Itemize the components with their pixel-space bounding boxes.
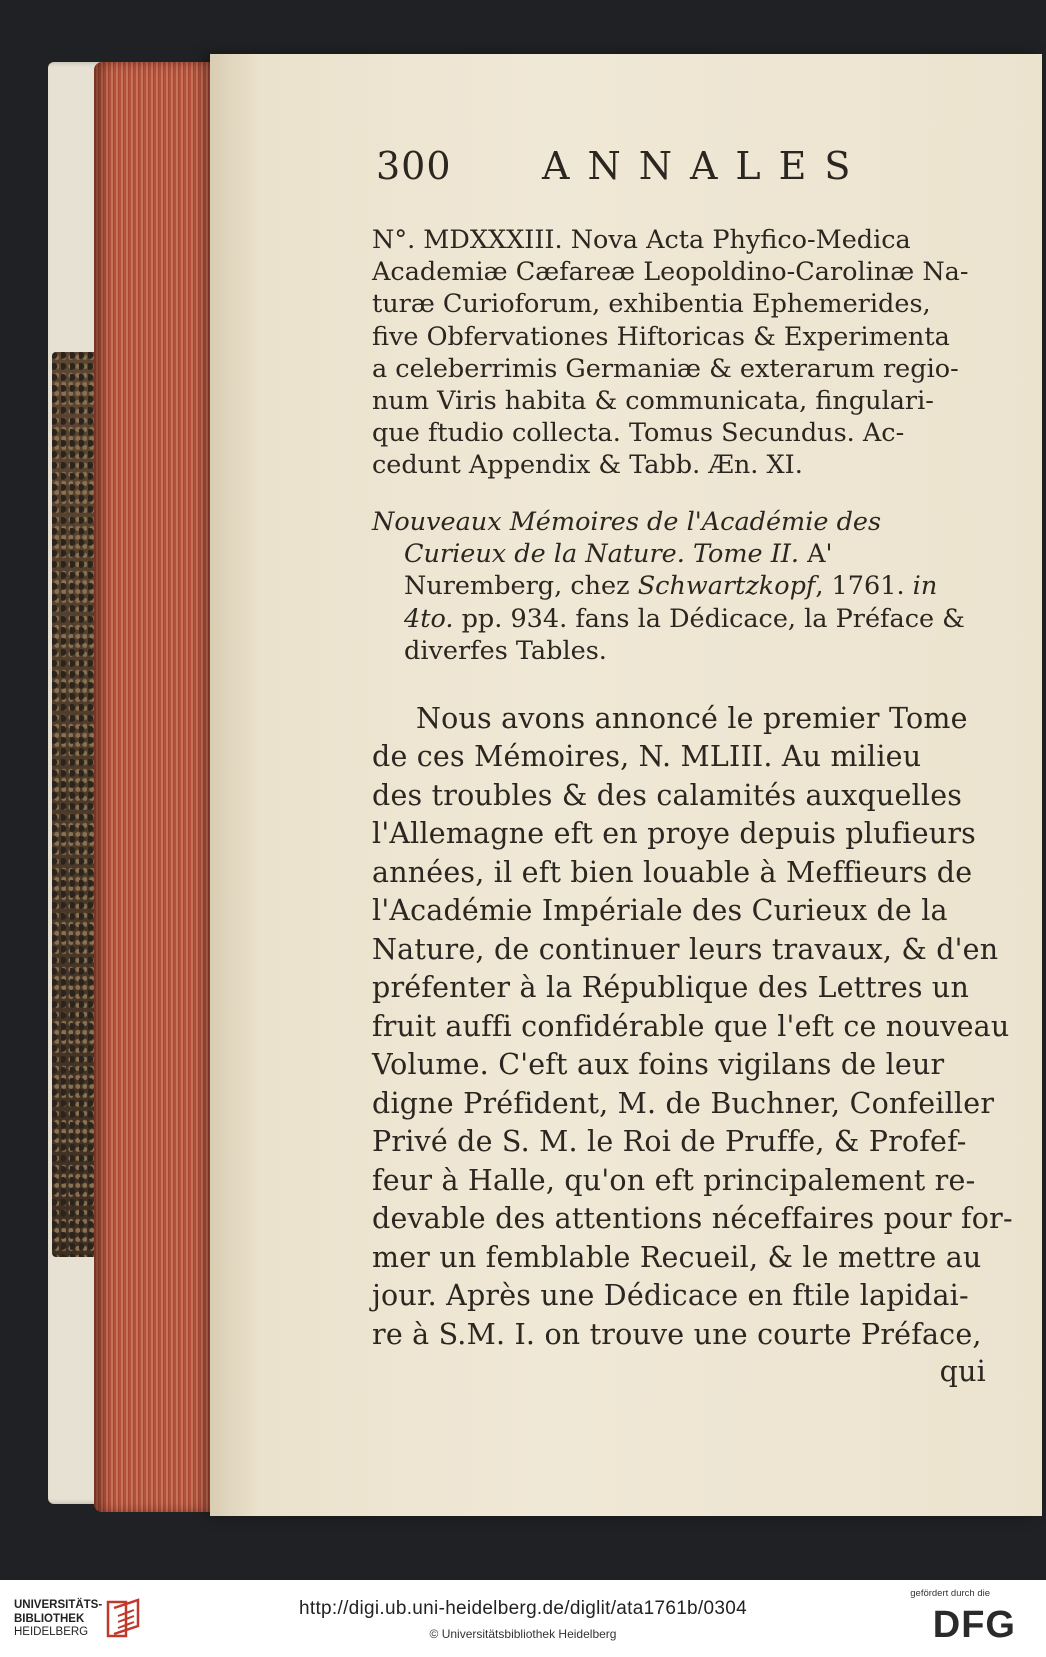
- entry-line: N°. MDXXXIII. Nova Acta Phyfico-Medica: [372, 225, 911, 255]
- dfg-logo[interactable]: DFG: [932, 1604, 1016, 1646]
- body-line: fruit auffi confidérable que l'eft ce nouveau: [372, 1009, 1010, 1043]
- catchword: qui: [939, 1355, 986, 1389]
- entry-line: que ftudio collecta. Tomus Secundus. Ac-: [372, 418, 905, 449]
- french-title-format: in 4to.: [404, 571, 938, 634]
- french-title: [372, 506, 990, 668]
- page-header: [372, 144, 990, 204]
- body-text: [372, 700, 1013, 1391]
- body-line: Nous avons annoncé le premier Tome: [416, 701, 968, 735]
- permalink-url[interactable]: http://digi.ub.uni-heidelberg.de/diglit/ata1761b/0304: [299, 1598, 747, 1619]
- logo-line: BIBLIOTHEK: [14, 1612, 85, 1625]
- body-line: Privé de S. M. le Roi de Pruffe, & Profef-: [372, 1125, 967, 1159]
- body-line: préfenter à la République des Lettres un: [372, 971, 970, 1005]
- body-line: digne Préfident, M. de Buchner, Confeiller: [372, 1086, 995, 1120]
- body-line: mer un femblable Recueil, & le mettre au: [372, 1240, 982, 1274]
- copyright-notice: © Universitätsbibliothek Heidelberg: [429, 1627, 617, 1641]
- page-text: [372, 144, 1013, 1390]
- entry-line: Academiæ Cæfareæ Leopoldino-Carolinæ Na-: [372, 257, 969, 288]
- body-line: devable des attentions néceffaires pour for-: [372, 1202, 1013, 1236]
- page-number: 300: [376, 144, 452, 188]
- french-title-line4: Dédicace, la Préface & diverfes Tables.: [404, 603, 965, 667]
- body-line: Nature, de continuer leurs travaux, & d'en: [372, 932, 999, 966]
- french-title-text: [372, 506, 990, 668]
- french-title-italic: Nouveaux Mémoires de l'Académie des Curieux de la Nature. Tome II.: [372, 506, 882, 570]
- body-line: re à S.M. I. on trouve une courte Préface,: [372, 1317, 982, 1351]
- french-title-place: A' Nuremberg, chez: [404, 539, 833, 602]
- red-page-edges: [94, 62, 212, 1512]
- entry-line: a celeberrimis Germaniæ & exterarum regio-: [372, 353, 959, 384]
- body-line: années, il eft bien louable à Meffieurs de: [372, 855, 973, 889]
- logo-line: UNIVERSITÄTS-: [14, 1599, 103, 1611]
- catalog-entry: [372, 224, 990, 482]
- body-line: des troubles & des calamités auxquelles: [372, 778, 963, 812]
- entry-line: turæ Curioforum, exhibentia Ephemerides,: [372, 289, 931, 320]
- running-title: ANNALES: [542, 144, 869, 188]
- body-line: de ces Mémoires, N. MLIII. Au milieu: [372, 740, 922, 774]
- entry-line: five Obfervationes Hiftoricas & Experimenta: [372, 321, 950, 352]
- body-line: feur à Halle, qu'on eft principalement re-: [372, 1163, 976, 1197]
- french-title-pages: pp. 934. fans la: [461, 603, 661, 634]
- body-line: l'Académie Impériale des Curieux de la: [372, 894, 948, 928]
- logo-line: HEIDELBERG: [14, 1626, 89, 1638]
- entry-line: num Viris habita & communicata, fingulari-: [372, 386, 934, 417]
- body-line: jour. Après une Dédicace en ftile lapidai-: [372, 1279, 969, 1313]
- viewer-footer: [0, 1580, 1046, 1657]
- body-line: Volume. C'eft aux foins vigilans de leur: [372, 1048, 945, 1082]
- body-line: l'Allemagne eft en proye depuis plufieurs: [372, 817, 976, 851]
- entry-line: cedunt Appendix & Tabb. Æn. XI.: [372, 450, 803, 481]
- french-title-year: , 1761.: [815, 571, 905, 602]
- dfg-caption: gefördert durch die: [910, 1588, 990, 1599]
- french-title-publisher: Schwartzkopf: [637, 571, 816, 602]
